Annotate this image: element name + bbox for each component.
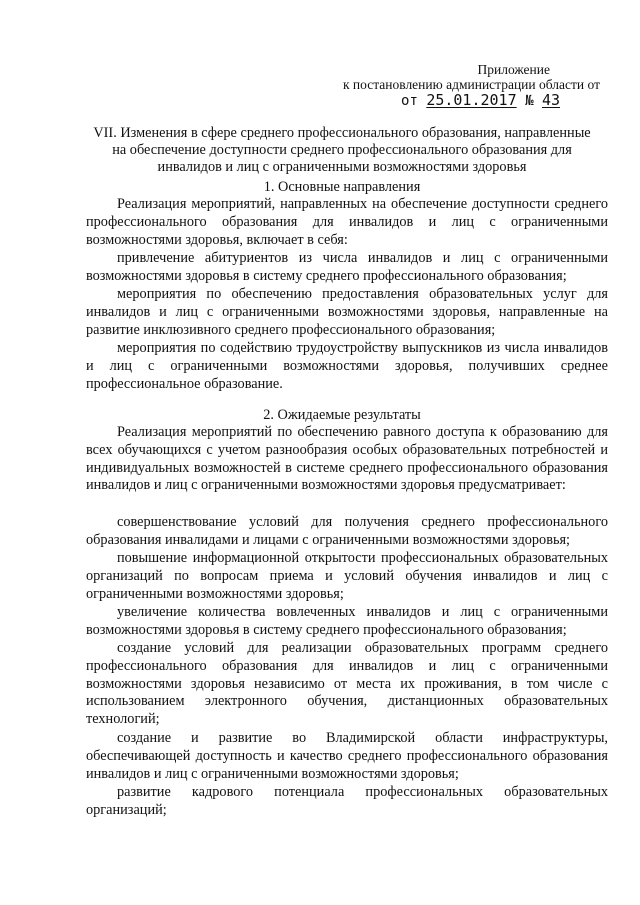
section2-paragraph: повышение информационной открытости профессиональных образовательных организаций по вопросам приема и условий обучения инвалидов и лиц с ограниченными возможностями здоровья; xyxy=(86,550,608,602)
stamp-prefix: от xyxy=(401,93,418,109)
section1-paragraph: мероприятия по содействию трудоустройству выпускников из числа инвалидов и лиц с ограниченными возможностями здоровья, получивших среднее профессиональное образование. xyxy=(86,340,608,392)
section1-paragraph: мероприятия по обеспечению предоставления образовательных услуг для инвалидов и лиц с ограниченными возможностями здоровья, направленные на развитие инклюзивного среднего профессионального образования; xyxy=(86,286,608,338)
document-title: VII. Изменения в сфере среднего профессионального образования, направленные на обеспечение доступности среднего профессионального образования для инвалидов и лиц с ограниченными возможностями здоровья xyxy=(93,125,591,175)
section2-paragraph: увеличение количества вовлеченных инвалидов и лиц с ограниченными возможностями здоровья в систему среднего профессионального образования; xyxy=(86,604,608,638)
resolution-stamp xyxy=(330,93,600,109)
resolution-date: 25.01.2017 xyxy=(426,91,517,109)
section2-paragraph: Реализация мероприятий по обеспечению равного доступа к образованию для всех обучающихся с учетом разнообразия особых образовательных потребностей и индивидуальных возможностей в системе среднего профессионального образования инвалидов и лиц с ограниченными возможностями здоровья предусматривает: xyxy=(86,424,608,494)
appendix-subtitle: к постановлению администрации области от xyxy=(342,77,600,92)
section2-paragraph: совершенствование условий для получения среднего профессионального образования инвалидами и лицами с ограниченными возможностями здоровья; xyxy=(86,514,608,548)
section2-paragraph: создание условий для реализации образовательных программ среднего профессионального образования для инвалидов и лиц с ограниченными возможностями здоровья независимо от места их проживания, в том числе с использованием электронного обучения, дистанционных образовательных технологий; xyxy=(86,640,608,728)
section1-paragraph: Реализация мероприятий, направленных на обеспечение доступности среднего профессионального образования для инвалидов и лиц с ограниченными возможностями здоровья, включает в себя: xyxy=(86,196,608,248)
section2-paragraph: развитие кадрового потенциала профессиональных образовательных организаций; xyxy=(86,784,608,818)
section2-heading: 2. Ожидаемые результаты xyxy=(263,407,421,423)
appendix-header xyxy=(330,62,600,109)
section1-paragraph: привлечение абитуриентов из числа инвалидов и лиц с ограниченными возможностями здоровья в систему среднего профессионального образования; xyxy=(86,250,608,284)
number-label: № xyxy=(525,93,534,109)
section1-heading: 1. Основные направления xyxy=(263,179,421,195)
appendix-title: Приложение xyxy=(477,62,550,77)
section2-paragraph: создание и развитие во Владимирской области инфраструктуры, обеспечивающей доступность и качество среднего профессионального образования инвалидов и лиц с ограниченными возможностями здоровья; xyxy=(86,730,608,782)
resolution-number: 43 xyxy=(541,91,560,109)
